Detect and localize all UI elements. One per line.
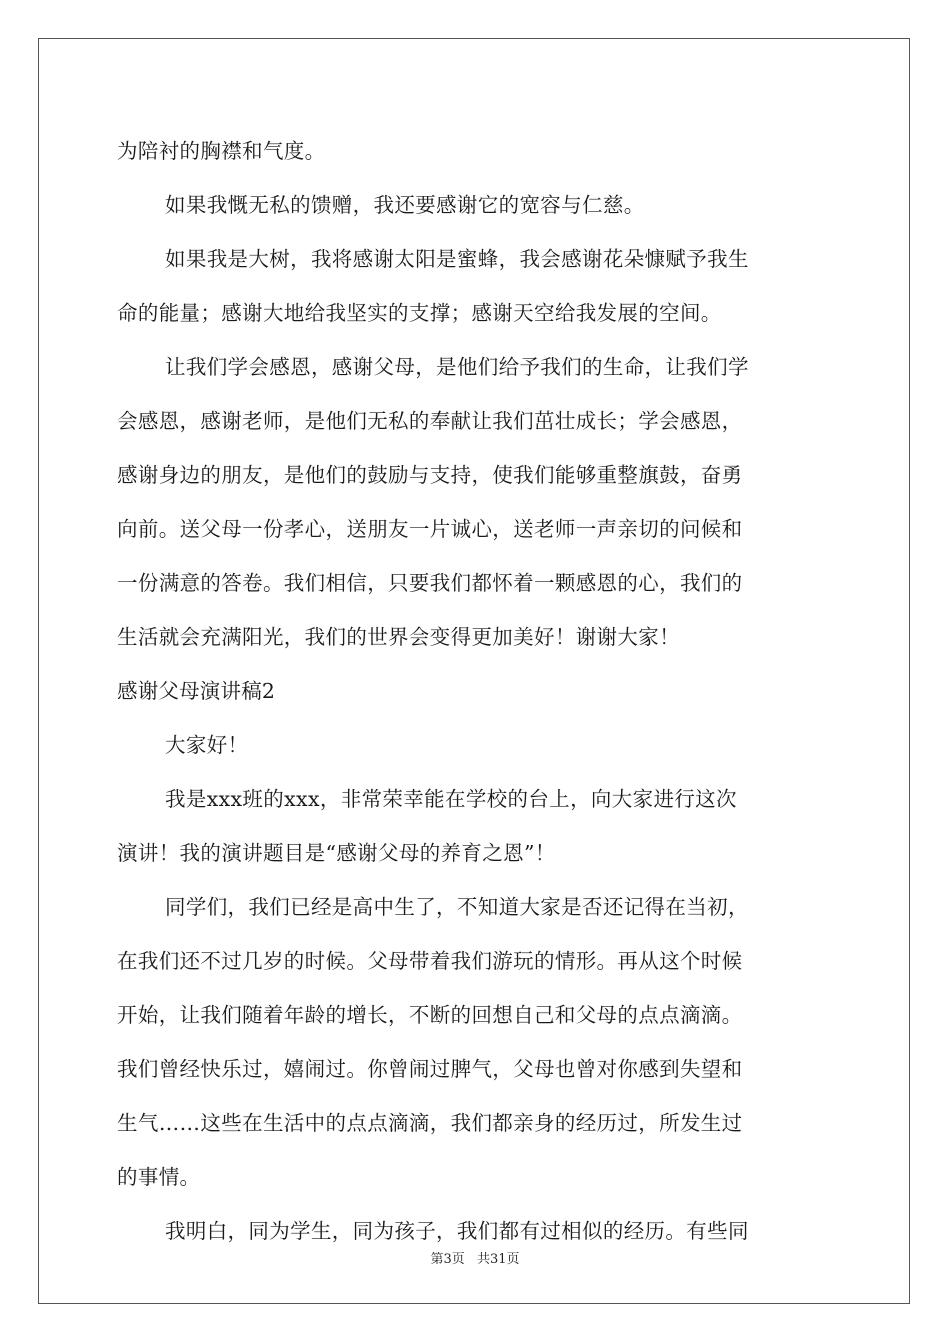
text-line: 我明白，同为学生，同为孩子，我们都有过相似的经历。有些同 [165, 1219, 749, 1243]
text-line: 同学们，我们已经是高中生了，不知道大家是否还记得在当初， [165, 895, 749, 919]
text-line: 会感恩，感谢老师，是他们无私的奉献让我们茁壮成长；学会感恩， [117, 409, 743, 433]
text-line: 命的能量；感谢大地给我坚实的支撑；感谢天空给我发展的空间。 [117, 301, 722, 325]
document-body [117, 124, 833, 1258]
text-line: 如果我是大树，我将感谢太阳是蜜蜂，我会感谢花朵慷赋予我生 [165, 247, 749, 271]
text-line: 的事情。 [117, 1165, 201, 1189]
text-line: 我们曾经快乐过，嬉闹过。你曾闹过脾气，父母也曾对你感到失望和 [117, 1057, 743, 1081]
page-number: 第3页 [430, 1252, 465, 1267]
text-line: 大家好！ [165, 733, 249, 757]
text-line: 在我们还不过几岁的时候。父母带着我们游玩的情形。再从这个时候 [117, 949, 743, 973]
text-line: 让我们学会感恩，感谢父母，是他们给予我们的生命，让我们学 [165, 355, 749, 379]
text-line: 为陪衬的胸襟和气度。 [117, 139, 326, 163]
page-footer [0, 1248, 950, 1267]
text-line: 感谢身边的朋友，是他们的鼓励与支持，使我们能够重整旗鼓，奋勇 [117, 463, 743, 487]
text-line: 如果我慨无私的馈赠，我还要感谢它的宽容与仁慈。 [165, 193, 645, 217]
section-heading: 感谢父母演讲稿2 [117, 679, 276, 703]
text-line: 生气……这些在生活中的点点滴滴，我们都亲身的经历过，所发生过 [117, 1111, 743, 1135]
page-total: 共31页 [476, 1252, 520, 1267]
text-line: 开始，让我们随着年龄的增长，不断的回想自己和父母的点点滴滴。 [117, 1003, 743, 1027]
text-line: 向前。送父母一份孝心，送朋友一片诚心，送老师一声亲切的问候和 [117, 517, 743, 541]
text-line: 我是xxx班的xxx，非常荣幸能在学校的台上，向大家进行这次 [165, 787, 737, 811]
text-line: 一份满意的答卷。我们相信，只要我们都怀着一颗感恩的心，我们的 [117, 571, 743, 595]
text-line: 生活就会充满阳光，我们的世界会变得更加美好！谢谢大家！ [117, 625, 680, 649]
text-line: 演讲！我的演讲题目是“感谢父母的养育之恩”！ [117, 841, 556, 865]
